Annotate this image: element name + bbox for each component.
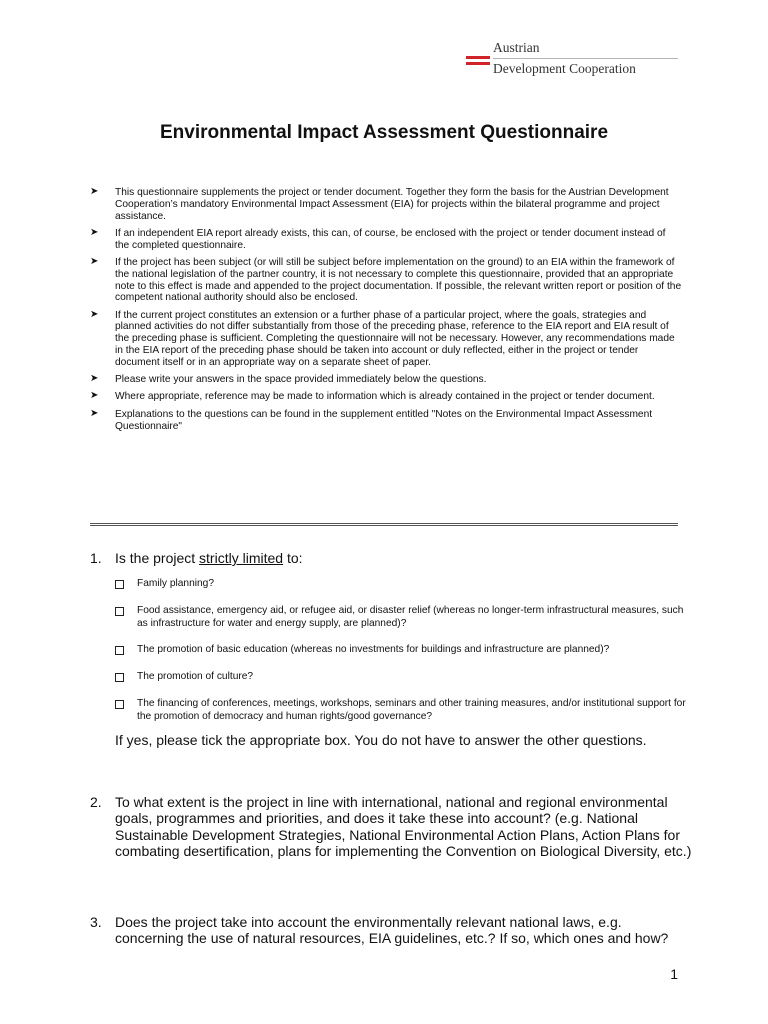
intro-bullet: ➤ Please write your answers in the space provided immediately below the questions. [90, 373, 487, 386]
option-item: Family planning? [115, 578, 693, 591]
arrow-bullet-icon: ➤ [90, 407, 99, 419]
section-divider [90, 523, 678, 526]
intro-bullet-list [90, 187, 682, 438]
intro-bullet: ➤ If an independent EIA report already exists, this can, of course, be enclosed with the project or tender document instead of the completed questionnaire. [90, 226, 666, 251]
arrow-bullet-icon: ➤ [90, 373, 99, 385]
option-checkbox[interactable] [115, 607, 124, 616]
intro-bullet: ➤ Explanations to the questions can be found in the supplement entitled "Notes on the Environmental Impact Assessment Questionnaire" [90, 407, 653, 432]
option-item: Food assistance, emergency aid, or refugee aid, or disaster relief (whereas no longer-term infrastructural measures, such as infrastructure for water and energy supply, are planned)? [115, 605, 693, 631]
option-checkbox[interactable] [115, 646, 124, 655]
question-3-text: Does the project take into account the environmentally relevant national laws, e.g. concerning the use of natural resources, EIA guidelines, etc.? If so, which ones and how? [115, 914, 669, 947]
question-1-text: Is the project strictly limited to: [115, 550, 303, 566]
intro-bullet: ➤ If the project has been subject (or will still be subject before implementation on the ground) to an EIA within the framework of the national legislation of the partner country, it is not necessary to complete this questionnaire, provided that an appropriate note to this effect is made and appended to the project documentation. If possible, the relevant written report or position of the competent national authority should also be enclosed. [90, 255, 682, 304]
intro-bullet: ➤ This questionnaire supplements the project or tender document. Together they form the basis for the Austrian Development Cooperation’s mandatory Environmental Impact Assessment (EIA) for projects within the bilateral programme and project assistance. [90, 186, 669, 222]
logo-flag-icon [466, 56, 490, 68]
arrow-bullet-icon: ➤ [90, 186, 99, 197]
option-checkbox[interactable] [115, 700, 124, 709]
logo-line-1: Austrian [493, 40, 540, 55]
option-item: The promotion of basic education (whereas no investments for buildings and infrastructure are planned)? [115, 644, 693, 657]
question-2-number: 2. [90, 794, 102, 810]
emphasis-underline: strictly limited [199, 550, 284, 566]
option-item: The financing of conferences, meetings, workshops, seminars and other training measures, and/or institutional support for the promotion of democracy and human rights/good governance? [115, 698, 693, 724]
arrow-bullet-icon: ➤ [90, 308, 99, 320]
option-checkbox[interactable] [115, 673, 124, 682]
arrow-bullet-icon: ➤ [90, 255, 99, 267]
intro-bullet: ➤ If the current project constitutes an extension or a further phase of a particular project, where the goals, strategies and planned activities do not differ substantially from those of the preceding phase, reference to the EIA report and EIA result of the preceding phase is sufficient. Completing the questionnaire will not be necessary. However, any recommendations made in the EIA report of the preceding phase should be taken into account or duly reflected, either in the project or tender document itself or in an appropriate way on a separate sheet of paper. [90, 308, 675, 368]
question-2-text: To what extent is the project in line with international, national and regional environmental goals, programmes and priorities, and does it take these into account? (e.g. National Sustainable Development Strategies, National Environmental Action Plans, Action Plans for combating desertification, plans for implementing the Convention on Biological Diversity, etc.) [115, 794, 692, 859]
option-item: The promotion of culture? [115, 671, 693, 684]
question-1-number: 1. [90, 550, 102, 566]
arrow-bullet-icon: ➤ [90, 390, 99, 402]
document-title: Environmental Impact Assessment Questionnaire [159, 122, 609, 143]
logo-line-2: Development Cooperation [493, 61, 636, 76]
arrow-bullet-icon: ➤ [90, 226, 99, 238]
intro-bullet: ➤ Where appropriate, reference may be made to information which is already contained in the project or tender document. [90, 390, 655, 403]
question-1-instruction: If yes, please tick the appropriate box. You do not have to answer the other questions. [115, 732, 647, 748]
adc-logo [466, 39, 678, 79]
logo-divider [493, 58, 678, 59]
option-checkbox[interactable] [115, 580, 124, 589]
page-number: 1 [670, 966, 678, 982]
question-3-number: 3. [90, 914, 102, 930]
question-1-options [115, 578, 693, 724]
